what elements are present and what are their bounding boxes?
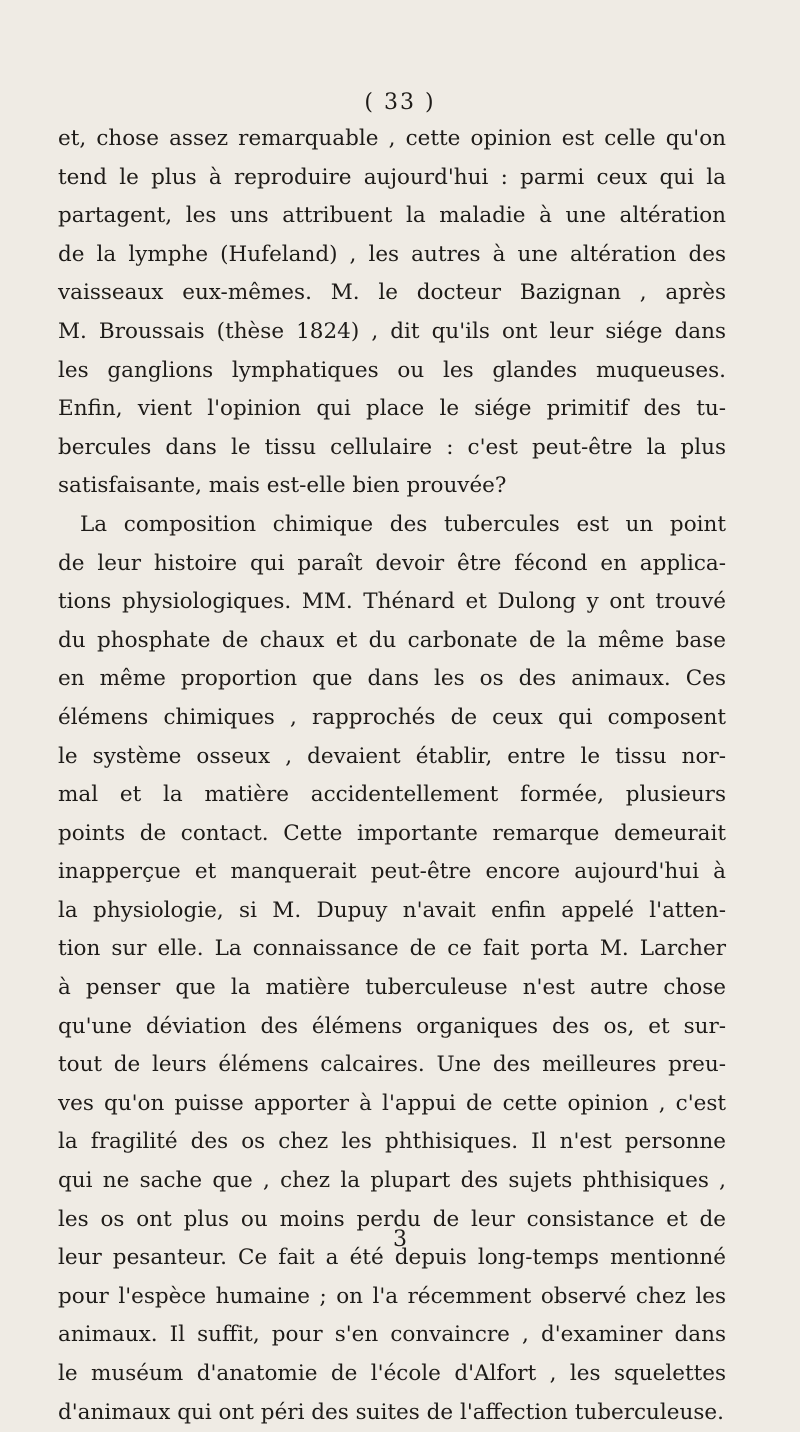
text-line: points de contact. Cette importante remarque demeurait <box>58 820 726 846</box>
text-line: bercules dans le tissu cellulaire : c'est peut-être la plus <box>58 434 726 460</box>
text-line: le muséum d'anatomie de l'école d'Alfort , les squelettes <box>58 1361 726 1386</box>
text-line: pour l'espèce humaine ; on l'a récemment observé chez les <box>58 1283 726 1309</box>
text-line: animaux. Il suffit, pour s'en convaincre , d'examiner dans <box>58 1322 726 1348</box>
text-line: qui ne sache que , chez la plupart des sujets phthisiques , <box>58 1168 726 1194</box>
text-line: tions physiologiques. MM. Thénard et Dulong y ont trouvé <box>58 589 726 615</box>
text-line: tout de leurs élémens calcaires. Une des meilleures preu- <box>58 1052 726 1078</box>
text-line: la fragilité des os chez les phthisiques. Il n'est personne <box>58 1129 726 1155</box>
text-line: satisfaisante, mais est-elle bien prouvée? <box>58 473 507 499</box>
text-line: mal et la matière accidentellement formée, plusieurs <box>58 782 726 808</box>
text-line: qu'une déviation des élémens organiques des os, et sur- <box>58 1013 726 1039</box>
text-line: tend le plus à reproduire aujourd'hui : parmi ceux qui la <box>58 164 726 190</box>
text-line: à penser que la matière tuberculeuse n'est autre chose <box>58 975 726 1001</box>
text-line: M. Broussais (thèse 1824) , dit qu'ils ont leur siége dans <box>58 318 726 344</box>
text-line: et, chose assez remarquable , cette opinion est celle qu'on <box>58 126 726 151</box>
text-line: inapperçue et manquerait peut-être encore aujourd'hui à <box>58 859 726 885</box>
text-line: le système osseux , devaient établir, entre le tissu nor- <box>58 743 726 769</box>
text-line: Enfin, vient l'opinion qui place le siége primitif des tu- <box>58 396 726 422</box>
text-line: tion sur elle. La connaissance de ce fait porta M. Larcher <box>58 936 726 962</box>
text-line: ves qu'on puisse apporter à l'appui de cette opinion , c'est <box>58 1090 726 1116</box>
text-line: la physiologie, si M. Dupuy n'avait enfin appelé l'atten- <box>58 897 726 923</box>
text-line: élémens chimiques , rapprochés de ceux qui composent <box>58 704 726 730</box>
signature-mark: 3 <box>393 1227 407 1252</box>
text-line: vaisseaux eux-mêmes. M. le docteur Bazignan , après <box>58 280 726 306</box>
text-line: les os ont plus ou moins perdu de leur consistance et de <box>58 1206 726 1232</box>
text-line: du phosphate de chaux et du carbonate de la même base <box>58 627 726 653</box>
text-line: de la lymphe (Hufeland) , les autres à une altération des <box>58 241 726 267</box>
text-line: les ganglions lymphatiques ou les glandes muqueuses. <box>58 357 726 383</box>
text-line: leur pesanteur. Ce fait a été depuis long-temps mentionné <box>58 1245 726 1271</box>
text-line: en même proportion que dans les os des animaux. Ces <box>58 666 726 692</box>
text-line: d'animaux qui ont péri des suites de l'affection tuberculeuse. <box>58 1399 724 1425</box>
text-line: partagent, les uns attribuent la maladie à une altération <box>58 203 726 229</box>
page-number: ( 33 ) <box>364 90 436 115</box>
text-line: La composition chimique des tubercules est un point <box>80 511 726 537</box>
text-line: de leur histoire qui paraît devoir être fécond en applica- <box>58 550 726 576</box>
